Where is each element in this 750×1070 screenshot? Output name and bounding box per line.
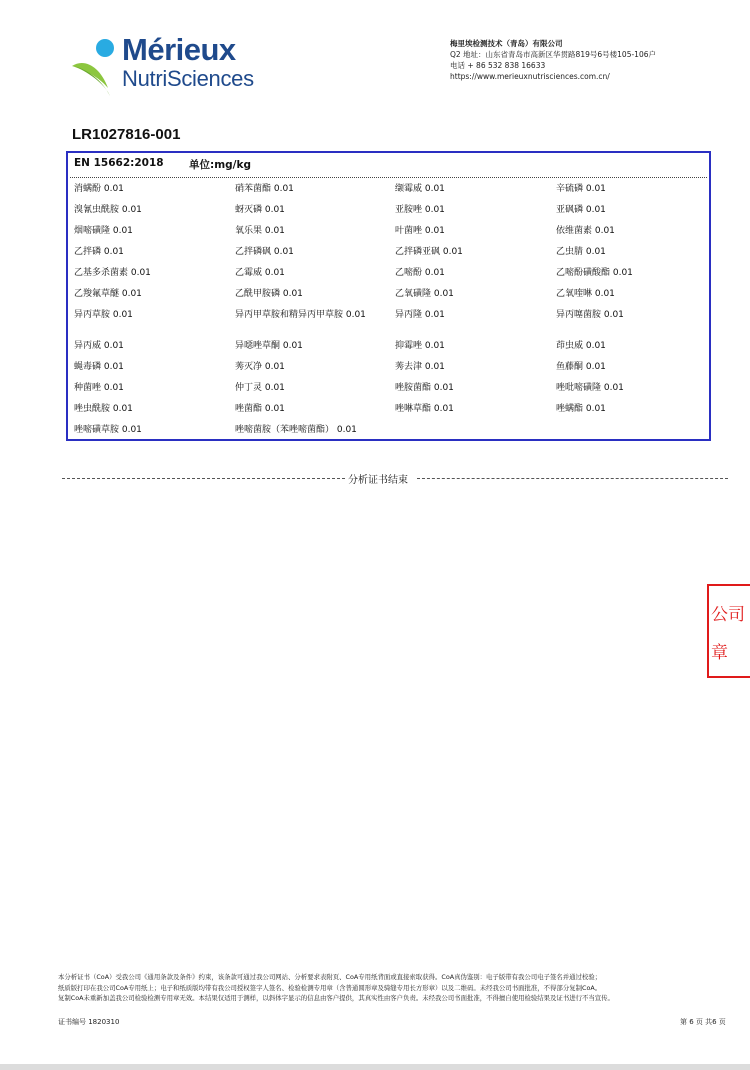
result-cell: 蝇毒磷 0.01	[74, 362, 124, 372]
result-cell: 依维菌素 0.01	[556, 226, 615, 236]
result-cell: 唑嘧磺草胺 0.01	[74, 425, 142, 435]
result-cell: 种菌唑 0.01	[74, 383, 124, 393]
result-cell: 溴氰虫酰胺 0.01	[74, 205, 142, 215]
result-cell: 鱼藤酮 0.01	[556, 362, 606, 372]
disclaimer-text	[58, 972, 718, 1004]
table-row	[68, 226, 709, 246]
result-cell: 仲丁灵 0.01	[235, 383, 285, 393]
result-cell: 乙嘧酚磺酸酯 0.01	[556, 268, 633, 278]
result-cell: 乙嘧酚 0.01	[395, 268, 445, 278]
result-cell: 唑啉草酯 0.01	[395, 404, 454, 414]
dashed-divider	[417, 478, 728, 479]
method-header	[74, 157, 251, 171]
result-cell: 乙酰甲胺磷 0.01	[235, 289, 303, 299]
table-row	[68, 362, 709, 382]
table-row	[68, 425, 709, 445]
result-cell: 硝苯菌酯 0.01	[235, 184, 294, 194]
result-cell: 氧乐果 0.01	[235, 226, 285, 236]
result-cell: 唑嘧菌胺（苯唑嘧菌酯） 0.01	[235, 425, 357, 435]
result-cell: 叶菌唑 0.01	[395, 226, 445, 236]
company-address: Q2 地址：山东省青岛市高新区华贯路819号6号楼105-106户	[450, 50, 656, 59]
company-name: 梅里埃检测技术（青岛）有限公司	[450, 39, 563, 48]
table-row	[68, 205, 709, 225]
result-cell: 乙拌磷 0.01	[74, 247, 124, 257]
result-cell: 辛硫磷 0.01	[556, 184, 606, 194]
table-row	[68, 310, 709, 330]
end-of-report-text: 分析证书结束	[348, 475, 408, 486]
table-row	[68, 268, 709, 288]
results-table	[66, 151, 711, 441]
method-unit: 单位:mg/kg	[189, 159, 251, 171]
result-cell: 异丙隆 0.01	[395, 310, 445, 320]
end-of-report-line	[62, 471, 728, 485]
result-cell: 乙羧氟草醚 0.01	[74, 289, 142, 299]
company-website[interactable]: https://www.merieuxnutrisciences.com.cn/	[450, 72, 610, 81]
logo-text-nutrisciences: NutriSciences	[122, 66, 254, 91]
result-cell: 乙拌磷砜 0.01	[235, 247, 294, 257]
dotted-divider	[70, 177, 707, 178]
result-cell: 烟嘧磺隆 0.01	[74, 226, 133, 236]
stamp-text: 公司	[711, 605, 745, 625]
result-cell: 唑胺菌酯 0.01	[395, 383, 454, 393]
company-phone: 电话 + 86 532 838 16633	[450, 61, 546, 70]
page-number: 第 6 页 共6 页	[680, 1018, 726, 1026]
result-cell: 唑螨酯 0.01	[556, 404, 606, 414]
result-cell: 唑菌酯 0.01	[235, 404, 285, 414]
result-cell: 消螨酚 0.01	[74, 184, 124, 194]
result-cell: 异丙噻菌胺 0.01	[556, 310, 624, 320]
result-cell: 抑霉唑 0.01	[395, 341, 445, 351]
result-cell: 亚砜磷 0.01	[556, 205, 606, 215]
company-stamp	[707, 584, 750, 678]
result-cell: 异丙草胺 0.01	[74, 310, 133, 320]
result-cell: 乙霉威 0.01	[235, 268, 285, 278]
result-cell: 唑吡嘧磺隆 0.01	[556, 383, 624, 393]
table-row	[68, 247, 709, 267]
table-row	[68, 383, 709, 403]
result-cell: 茚虫威 0.01	[556, 341, 606, 351]
result-cell: 乙基多杀菌素 0.01	[74, 268, 151, 278]
method-standard: EN 15662:2018	[74, 157, 164, 169]
table-row	[68, 341, 709, 361]
result-cell: 异丙甲草胺和精异丙甲草胺 0.01	[235, 310, 366, 320]
table-row	[68, 184, 709, 204]
disclaimer-line: 纸质版打印在我公司CoA专用纸上；电子和纸质版均带有我公司授权签字人签名、检验检测专用章（含普通圆形章及骑缝专用长方形章）以及二维码。未经我公司书面批准，不得部分复制CoA。	[58, 983, 602, 992]
result-cell: 缬霉威 0.01	[395, 184, 445, 194]
result-cell: 乙虫腈 0.01	[556, 247, 606, 257]
report-number: LR1027816-001	[72, 126, 181, 143]
result-cell: 莠去津 0.01	[395, 362, 445, 372]
result-cell: 亚胺唑 0.01	[395, 205, 445, 215]
company-info	[450, 38, 656, 82]
result-cell: 唑虫酰胺 0.01	[74, 404, 133, 414]
result-cell: 莠灭净 0.01	[235, 362, 285, 372]
disclaimer-line: 复制CoA未重新加盖我公司检验检测专用章无效。本结果仅适用于测样，以斜体字显示的信息由客户提供，其真实性由客户负责。未经我公司书面批准，不得擅自使用检验结果及证书进行不当宣传。	[58, 994, 614, 1002]
result-cell: 乙拌磷亚砜 0.01	[395, 247, 463, 257]
result-cell: 异噁唑草酮 0.01	[235, 341, 303, 351]
dashed-divider	[62, 478, 345, 479]
table-row	[68, 404, 709, 424]
certificate-number: 证书编号 1820310	[58, 1018, 120, 1026]
result-cell: 异丙威 0.01	[74, 341, 124, 351]
logo-text-merieux: Mérieux	[122, 32, 236, 67]
result-cell: 乙氧磺隆 0.01	[395, 289, 454, 299]
result-cell: 乙氧喹啉 0.01	[556, 289, 615, 299]
disclaimer-line: 本分析证书（CoA）受我公司《通用条款及条件》约束，该条款可通过我公司网站、分析要求表附页、CoA专用纸背面或直接索取获得。CoA真伪鉴别：电子版带有我公司电子签名并通过校验；	[58, 973, 602, 981]
result-cell: 蚜灭磷 0.01	[235, 205, 285, 215]
table-row	[68, 289, 709, 309]
stamp-text: 章	[711, 643, 728, 663]
